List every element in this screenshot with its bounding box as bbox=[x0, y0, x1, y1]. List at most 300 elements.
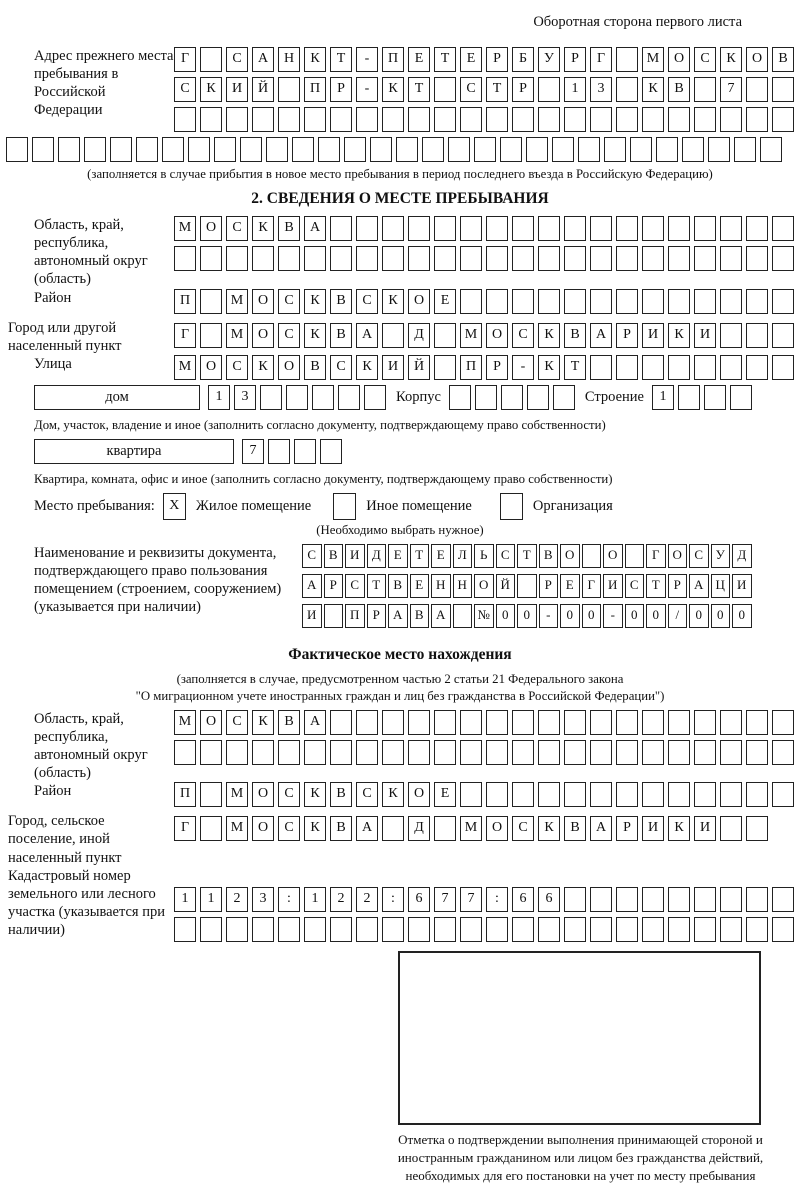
char-cell[interactable] bbox=[616, 710, 638, 735]
char-cell[interactable]: М bbox=[226, 323, 248, 348]
char-cell[interactable]: 1 bbox=[200, 887, 222, 912]
char-cell[interactable]: Й bbox=[252, 77, 274, 102]
char-cell[interactable] bbox=[590, 246, 612, 271]
char-cell[interactable]: Т bbox=[486, 77, 508, 102]
char-cell[interactable]: М bbox=[642, 47, 664, 72]
char-cell[interactable] bbox=[694, 355, 716, 380]
char-cell[interactable] bbox=[312, 385, 334, 410]
char-cell[interactable]: Д bbox=[408, 816, 430, 841]
char-cell[interactable] bbox=[538, 246, 560, 271]
char-cell[interactable] bbox=[356, 216, 378, 241]
char-cell[interactable] bbox=[538, 107, 560, 132]
char-cell[interactable]: 1 bbox=[304, 887, 326, 912]
char-cell[interactable]: К bbox=[304, 323, 326, 348]
char-cell[interactable] bbox=[252, 107, 274, 132]
char-cell[interactable] bbox=[668, 355, 690, 380]
char-cell[interactable] bbox=[434, 246, 456, 271]
char-cell[interactable] bbox=[512, 289, 534, 314]
char-cell[interactable]: И bbox=[642, 816, 664, 841]
char-cell[interactable]: 2 bbox=[226, 887, 248, 912]
char-cell[interactable] bbox=[616, 47, 638, 72]
char-cell[interactable]: Р bbox=[564, 47, 586, 72]
char-cell[interactable]: К bbox=[538, 323, 560, 348]
char-cell[interactable] bbox=[174, 740, 196, 765]
char-cell[interactable] bbox=[694, 887, 716, 912]
char-cell[interactable]: Е bbox=[408, 47, 430, 72]
char-cell[interactable] bbox=[356, 246, 378, 271]
char-cell[interactable] bbox=[486, 917, 508, 942]
char-cell[interactable]: / bbox=[668, 604, 688, 628]
char-cell[interactable]: С bbox=[496, 544, 516, 568]
char-cell[interactable]: О bbox=[252, 816, 274, 841]
char-cell[interactable] bbox=[760, 137, 782, 162]
char-cell[interactable] bbox=[538, 782, 560, 807]
char-cell[interactable] bbox=[590, 782, 612, 807]
char-cell[interactable] bbox=[746, 355, 768, 380]
char-cell[interactable] bbox=[304, 107, 326, 132]
char-cell[interactable] bbox=[500, 137, 522, 162]
char-cell[interactable] bbox=[772, 107, 794, 132]
char-cell[interactable] bbox=[746, 323, 768, 348]
char-cell[interactable] bbox=[708, 137, 730, 162]
char-cell[interactable]: У bbox=[538, 47, 560, 72]
char-cell[interactable]: Г bbox=[174, 47, 196, 72]
char-cell[interactable] bbox=[200, 323, 222, 348]
char-cell[interactable] bbox=[538, 740, 560, 765]
char-cell[interactable]: С bbox=[278, 323, 300, 348]
char-cell[interactable]: : bbox=[486, 887, 508, 912]
char-cell[interactable] bbox=[260, 385, 282, 410]
char-cell[interactable]: С bbox=[278, 782, 300, 807]
char-cell[interactable]: В bbox=[539, 544, 559, 568]
char-cell[interactable] bbox=[512, 246, 534, 271]
char-cell[interactable]: С bbox=[512, 323, 534, 348]
char-cell[interactable]: А bbox=[590, 816, 612, 841]
char-cell[interactable] bbox=[188, 137, 210, 162]
char-cell[interactable]: О bbox=[486, 816, 508, 841]
char-cell[interactable]: 0 bbox=[517, 604, 537, 628]
char-cell[interactable]: Й bbox=[408, 355, 430, 380]
char-cell[interactable] bbox=[746, 782, 768, 807]
char-cell[interactable]: К bbox=[538, 816, 560, 841]
char-cell[interactable] bbox=[538, 289, 560, 314]
char-cell[interactable] bbox=[382, 323, 404, 348]
char-cell[interactable]: Р bbox=[616, 323, 638, 348]
char-cell[interactable] bbox=[278, 107, 300, 132]
char-cell[interactable] bbox=[434, 917, 456, 942]
char-cell[interactable] bbox=[434, 216, 456, 241]
char-cell[interactable] bbox=[486, 107, 508, 132]
char-cell[interactable]: С bbox=[356, 782, 378, 807]
char-cell[interactable] bbox=[564, 216, 586, 241]
char-cell[interactable] bbox=[694, 917, 716, 942]
char-cell[interactable]: 7 bbox=[720, 77, 742, 102]
char-cell[interactable]: А bbox=[431, 604, 451, 628]
char-cell[interactable] bbox=[590, 289, 612, 314]
char-cell[interactable] bbox=[746, 740, 768, 765]
char-cell[interactable]: С bbox=[174, 77, 196, 102]
char-cell[interactable] bbox=[668, 710, 690, 735]
char-cell[interactable] bbox=[486, 782, 508, 807]
char-cell[interactable]: О bbox=[668, 544, 688, 568]
char-cell[interactable]: Т bbox=[410, 544, 430, 568]
char-cell[interactable] bbox=[434, 77, 456, 102]
char-cell[interactable]: К bbox=[538, 355, 560, 380]
char-cell[interactable]: : bbox=[278, 887, 300, 912]
char-cell[interactable]: С bbox=[625, 574, 645, 598]
char-cell[interactable]: 0 bbox=[732, 604, 752, 628]
char-cell[interactable] bbox=[364, 385, 386, 410]
char-cell[interactable]: В bbox=[324, 544, 344, 568]
char-cell[interactable] bbox=[772, 77, 794, 102]
char-cell[interactable] bbox=[324, 604, 344, 628]
char-cell[interactable]: У bbox=[711, 544, 731, 568]
char-cell[interactable]: Т bbox=[517, 544, 537, 568]
char-cell[interactable] bbox=[720, 323, 742, 348]
char-cell[interactable]: К bbox=[668, 816, 690, 841]
char-cell[interactable] bbox=[268, 439, 290, 464]
char-cell[interactable]: 1 bbox=[174, 887, 196, 912]
char-cell[interactable] bbox=[266, 137, 288, 162]
char-cell[interactable]: 0 bbox=[689, 604, 709, 628]
char-cell[interactable] bbox=[382, 816, 404, 841]
char-cell[interactable] bbox=[460, 216, 482, 241]
char-cell[interactable] bbox=[746, 77, 768, 102]
char-cell[interactable] bbox=[174, 107, 196, 132]
char-cell[interactable]: В bbox=[564, 816, 586, 841]
char-cell[interactable]: Е bbox=[410, 574, 430, 598]
char-cell[interactable]: О bbox=[603, 544, 623, 568]
char-cell[interactable]: П bbox=[460, 355, 482, 380]
char-cell[interactable]: 7 bbox=[434, 887, 456, 912]
char-cell[interactable]: А bbox=[304, 216, 326, 241]
char-cell[interactable]: 0 bbox=[646, 604, 666, 628]
char-cell[interactable]: К bbox=[252, 355, 274, 380]
char-cell[interactable] bbox=[564, 710, 586, 735]
char-cell[interactable] bbox=[318, 137, 340, 162]
char-cell[interactable] bbox=[746, 816, 768, 841]
char-cell[interactable] bbox=[330, 740, 352, 765]
char-cell[interactable] bbox=[720, 782, 742, 807]
char-cell[interactable]: Е bbox=[460, 47, 482, 72]
char-cell[interactable]: О bbox=[200, 355, 222, 380]
char-cell[interactable]: Е bbox=[434, 782, 456, 807]
char-cell[interactable] bbox=[772, 782, 794, 807]
char-cell[interactable]: И bbox=[732, 574, 752, 598]
char-cell[interactable]: 3 bbox=[234, 385, 256, 410]
char-cell[interactable]: К bbox=[200, 77, 222, 102]
char-cell[interactable]: Т bbox=[646, 574, 666, 598]
char-cell[interactable] bbox=[58, 137, 80, 162]
char-cell[interactable] bbox=[396, 137, 418, 162]
char-cell[interactable]: К bbox=[382, 289, 404, 314]
char-cell[interactable] bbox=[460, 782, 482, 807]
char-cell[interactable] bbox=[356, 710, 378, 735]
char-cell[interactable] bbox=[408, 246, 430, 271]
char-cell[interactable] bbox=[630, 137, 652, 162]
char-cell[interactable] bbox=[526, 137, 548, 162]
char-cell[interactable]: А bbox=[590, 323, 612, 348]
char-cell[interactable] bbox=[616, 917, 638, 942]
char-cell[interactable]: В bbox=[304, 355, 326, 380]
char-cell[interactable] bbox=[694, 782, 716, 807]
char-cell[interactable] bbox=[330, 917, 352, 942]
char-cell[interactable] bbox=[720, 246, 742, 271]
char-cell[interactable]: 3 bbox=[252, 887, 274, 912]
char-cell[interactable] bbox=[226, 917, 248, 942]
char-cell[interactable] bbox=[356, 107, 378, 132]
char-cell[interactable] bbox=[434, 816, 456, 841]
char-cell[interactable] bbox=[136, 137, 158, 162]
char-cell[interactable]: 6 bbox=[408, 887, 430, 912]
char-cell[interactable] bbox=[694, 77, 716, 102]
char-cell[interactable] bbox=[746, 107, 768, 132]
char-cell[interactable]: В bbox=[668, 77, 690, 102]
char-cell[interactable]: - bbox=[512, 355, 534, 380]
char-cell[interactable]: Е bbox=[560, 574, 580, 598]
char-cell[interactable]: Т bbox=[330, 47, 352, 72]
char-cell[interactable]: И bbox=[694, 323, 716, 348]
char-cell[interactable] bbox=[564, 107, 586, 132]
char-cell[interactable]: С bbox=[345, 574, 365, 598]
char-cell[interactable] bbox=[512, 782, 534, 807]
char-cell[interactable]: И bbox=[302, 604, 322, 628]
char-cell[interactable]: Т bbox=[564, 355, 586, 380]
char-cell[interactable]: : bbox=[382, 887, 404, 912]
char-cell[interactable]: Н bbox=[278, 47, 300, 72]
char-cell[interactable] bbox=[642, 710, 664, 735]
char-cell[interactable] bbox=[240, 137, 262, 162]
char-cell[interactable] bbox=[252, 917, 274, 942]
char-cell[interactable]: Р bbox=[668, 574, 688, 598]
char-cell[interactable]: Д bbox=[408, 323, 430, 348]
other-premises-checkbox[interactable] bbox=[333, 493, 356, 520]
char-cell[interactable]: 0 bbox=[560, 604, 580, 628]
char-cell[interactable] bbox=[746, 216, 768, 241]
char-cell[interactable]: Г bbox=[174, 323, 196, 348]
char-cell[interactable] bbox=[668, 887, 690, 912]
char-cell[interactable] bbox=[512, 710, 534, 735]
char-cell[interactable] bbox=[552, 137, 574, 162]
char-cell[interactable]: А bbox=[689, 574, 709, 598]
char-cell[interactable] bbox=[501, 385, 523, 410]
char-cell[interactable] bbox=[486, 246, 508, 271]
char-cell[interactable] bbox=[200, 47, 222, 72]
char-cell[interactable] bbox=[578, 137, 600, 162]
char-cell[interactable]: И bbox=[226, 77, 248, 102]
char-cell[interactable] bbox=[772, 740, 794, 765]
char-cell[interactable] bbox=[460, 710, 482, 735]
residential-checkbox[interactable]: X bbox=[163, 493, 186, 520]
char-cell[interactable] bbox=[200, 289, 222, 314]
char-cell[interactable] bbox=[475, 385, 497, 410]
char-cell[interactable] bbox=[746, 710, 768, 735]
char-cell[interactable] bbox=[564, 887, 586, 912]
char-cell[interactable]: - bbox=[356, 77, 378, 102]
char-cell[interactable]: О bbox=[252, 323, 274, 348]
char-cell[interactable] bbox=[512, 107, 534, 132]
char-cell[interactable] bbox=[408, 710, 430, 735]
char-cell[interactable]: 7 bbox=[460, 887, 482, 912]
char-cell[interactable] bbox=[460, 917, 482, 942]
char-cell[interactable]: 1 bbox=[652, 385, 674, 410]
char-cell[interactable] bbox=[408, 740, 430, 765]
char-cell[interactable]: С bbox=[460, 77, 482, 102]
char-cell[interactable]: П bbox=[174, 782, 196, 807]
char-cell[interactable] bbox=[694, 740, 716, 765]
char-cell[interactable] bbox=[746, 246, 768, 271]
char-cell[interactable]: М bbox=[174, 355, 196, 380]
char-cell[interactable]: С bbox=[226, 216, 248, 241]
char-cell[interactable] bbox=[252, 246, 274, 271]
char-cell[interactable] bbox=[200, 782, 222, 807]
char-cell[interactable]: К bbox=[382, 782, 404, 807]
char-cell[interactable] bbox=[772, 289, 794, 314]
char-cell[interactable]: К bbox=[356, 355, 378, 380]
char-cell[interactable] bbox=[772, 216, 794, 241]
char-cell[interactable] bbox=[278, 246, 300, 271]
char-cell[interactable] bbox=[668, 289, 690, 314]
char-cell[interactable] bbox=[370, 137, 392, 162]
char-cell[interactable] bbox=[704, 385, 726, 410]
char-cell[interactable]: К bbox=[252, 216, 274, 241]
char-cell[interactable] bbox=[408, 107, 430, 132]
char-cell[interactable]: Р bbox=[512, 77, 534, 102]
char-cell[interactable] bbox=[474, 137, 496, 162]
char-cell[interactable]: В bbox=[278, 216, 300, 241]
char-cell[interactable]: В bbox=[330, 323, 352, 348]
char-cell[interactable] bbox=[668, 107, 690, 132]
char-cell[interactable] bbox=[694, 289, 716, 314]
char-cell[interactable]: В bbox=[330, 782, 352, 807]
char-cell[interactable] bbox=[382, 710, 404, 735]
char-cell[interactable] bbox=[460, 289, 482, 314]
char-cell[interactable] bbox=[434, 740, 456, 765]
char-cell[interactable]: 2 bbox=[356, 887, 378, 912]
char-cell[interactable]: Й bbox=[496, 574, 516, 598]
char-cell[interactable] bbox=[720, 355, 742, 380]
char-cell[interactable]: О bbox=[474, 574, 494, 598]
char-cell[interactable]: - bbox=[356, 47, 378, 72]
char-cell[interactable] bbox=[294, 439, 316, 464]
char-cell[interactable]: И bbox=[345, 544, 365, 568]
char-cell[interactable]: С bbox=[689, 544, 709, 568]
char-cell[interactable]: И bbox=[382, 355, 404, 380]
char-cell[interactable] bbox=[772, 355, 794, 380]
char-cell[interactable]: Р bbox=[539, 574, 559, 598]
char-cell[interactable] bbox=[720, 216, 742, 241]
char-cell[interactable] bbox=[668, 740, 690, 765]
char-cell[interactable] bbox=[344, 137, 366, 162]
char-cell[interactable]: М bbox=[460, 816, 482, 841]
char-cell[interactable] bbox=[200, 740, 222, 765]
char-cell[interactable]: - bbox=[539, 604, 559, 628]
char-cell[interactable] bbox=[642, 289, 664, 314]
char-cell[interactable]: С bbox=[226, 710, 248, 735]
char-cell[interactable] bbox=[460, 246, 482, 271]
char-cell[interactable]: Г bbox=[646, 544, 666, 568]
char-cell[interactable] bbox=[772, 887, 794, 912]
char-cell[interactable] bbox=[408, 917, 430, 942]
char-cell[interactable] bbox=[642, 917, 664, 942]
char-cell[interactable] bbox=[6, 137, 28, 162]
char-cell[interactable] bbox=[538, 917, 560, 942]
char-cell[interactable] bbox=[330, 216, 352, 241]
char-cell[interactable] bbox=[730, 385, 752, 410]
char-cell[interactable] bbox=[278, 740, 300, 765]
char-cell[interactable] bbox=[720, 887, 742, 912]
char-cell[interactable] bbox=[590, 710, 612, 735]
char-cell[interactable] bbox=[356, 917, 378, 942]
char-cell[interactable] bbox=[286, 385, 308, 410]
char-cell[interactable] bbox=[734, 137, 756, 162]
char-cell[interactable]: Р bbox=[324, 574, 344, 598]
char-cell[interactable]: С bbox=[694, 47, 716, 72]
char-cell[interactable] bbox=[200, 107, 222, 132]
char-cell[interactable]: В bbox=[330, 289, 352, 314]
char-cell[interactable] bbox=[616, 216, 638, 241]
char-cell[interactable] bbox=[746, 917, 768, 942]
char-cell[interactable] bbox=[382, 216, 404, 241]
char-cell[interactable] bbox=[642, 782, 664, 807]
char-cell[interactable]: Р bbox=[616, 816, 638, 841]
char-cell[interactable]: О bbox=[200, 710, 222, 735]
char-cell[interactable]: Р bbox=[330, 77, 352, 102]
char-cell[interactable] bbox=[538, 216, 560, 241]
char-cell[interactable] bbox=[382, 246, 404, 271]
char-cell[interactable] bbox=[32, 137, 54, 162]
char-cell[interactable] bbox=[278, 917, 300, 942]
char-cell[interactable]: Г bbox=[174, 816, 196, 841]
char-cell[interactable] bbox=[616, 355, 638, 380]
char-cell[interactable] bbox=[214, 137, 236, 162]
char-cell[interactable] bbox=[382, 917, 404, 942]
char-cell[interactable] bbox=[200, 917, 222, 942]
char-cell[interactable]: О bbox=[408, 289, 430, 314]
char-cell[interactable] bbox=[174, 246, 196, 271]
char-cell[interactable] bbox=[590, 917, 612, 942]
char-cell[interactable] bbox=[746, 887, 768, 912]
char-cell[interactable] bbox=[720, 710, 742, 735]
char-cell[interactable] bbox=[616, 107, 638, 132]
char-cell[interactable] bbox=[590, 216, 612, 241]
char-cell[interactable]: № bbox=[474, 604, 494, 628]
char-cell[interactable]: С bbox=[226, 355, 248, 380]
char-cell[interactable]: Р bbox=[486, 355, 508, 380]
char-cell[interactable] bbox=[682, 137, 704, 162]
char-cell[interactable]: О bbox=[746, 47, 768, 72]
char-cell[interactable] bbox=[84, 137, 106, 162]
char-cell[interactable] bbox=[616, 77, 638, 102]
char-cell[interactable] bbox=[517, 574, 537, 598]
char-cell[interactable] bbox=[616, 782, 638, 807]
char-cell[interactable]: К bbox=[304, 289, 326, 314]
char-cell[interactable] bbox=[382, 740, 404, 765]
char-cell[interactable]: Ь bbox=[474, 544, 494, 568]
char-cell[interactable]: О bbox=[200, 216, 222, 241]
char-cell[interactable] bbox=[320, 439, 342, 464]
char-cell[interactable]: Г bbox=[590, 47, 612, 72]
char-cell[interactable] bbox=[642, 246, 664, 271]
char-cell[interactable]: Д bbox=[732, 544, 752, 568]
char-cell[interactable] bbox=[616, 289, 638, 314]
char-cell[interactable] bbox=[527, 385, 549, 410]
char-cell[interactable]: Ц bbox=[711, 574, 731, 598]
char-cell[interactable] bbox=[200, 246, 222, 271]
char-cell[interactable]: О bbox=[278, 355, 300, 380]
char-cell[interactable] bbox=[449, 385, 471, 410]
char-cell[interactable]: А bbox=[304, 710, 326, 735]
